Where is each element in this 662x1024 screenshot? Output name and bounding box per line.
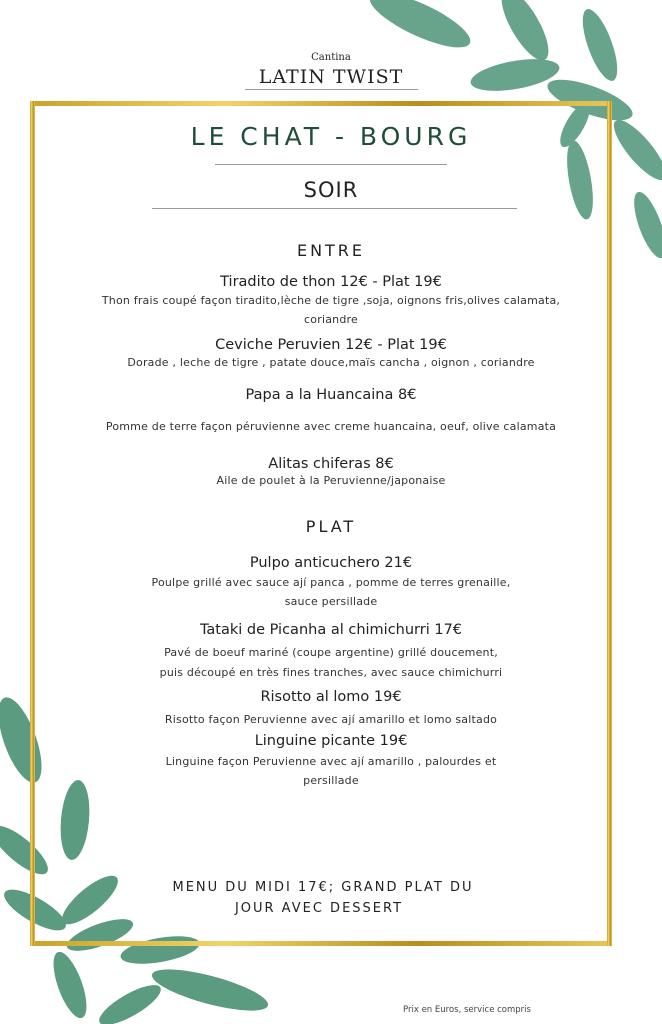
menu-item-desc: Pomme de terre façon péruvienne avec creme huancaina, oeuf, olive calamata bbox=[105, 420, 557, 433]
menu-item-desc: Poulpe grillé avec sauce ají panca , pomme de terres grenaille, bbox=[151, 576, 511, 589]
menu-item-name: Ceviche Peruvien 12€ - Plat 19€ bbox=[215, 337, 447, 353]
menu-item-desc: Risotto façon Peruvienne avec ají amarillo et lomo saltado bbox=[164, 713, 498, 726]
divider bbox=[245, 89, 418, 90]
menu-item-name: Risotto al lomo 19€ bbox=[260, 689, 402, 705]
menu-item-desc: Thon frais coupé façon tiradito,lèche de tigre ,soja, oignons fris,olives calamata, bbox=[101, 294, 561, 307]
divider bbox=[215, 164, 447, 165]
section-title: PLAT bbox=[305, 517, 357, 536]
section-title: ENTRE bbox=[296, 241, 366, 260]
menu-item-name: Tiradito de thon 12€ - Plat 19€ bbox=[220, 274, 442, 290]
menu-item-desc: persillade bbox=[303, 774, 359, 787]
menu-item-desc: Pavé de boeuf mariné (coupe argentine) grillé doucement, bbox=[164, 646, 498, 659]
menu-item-name: Linguine picante 19€ bbox=[254, 733, 408, 749]
page-subtitle: SOIR bbox=[303, 178, 359, 202]
divider bbox=[152, 208, 517, 209]
lunch-menu-note: MENU DU MIDI 17€; GRAND PLAT DU bbox=[172, 880, 474, 895]
menu-item-name: Alitas chiferas 8€ bbox=[268, 456, 394, 472]
page-title: LE CHAT - BOURG bbox=[190, 122, 472, 151]
brand-small: Cantina bbox=[311, 52, 351, 63]
lunch-menu-note: JOUR AVEC DESSERT bbox=[234, 901, 404, 916]
menu-item-desc: Aile de poulet à la Peruvienne/japonaise bbox=[216, 474, 446, 487]
menu-item-desc: puis découpé en très fines tranches, avec sauce chimichurri bbox=[159, 666, 503, 679]
price-note: Prix en Euros, service compris bbox=[403, 1005, 531, 1015]
menu-item-name: Pulpo anticuchero 21€ bbox=[249, 555, 413, 571]
menu-item-desc: coriandre bbox=[304, 313, 358, 326]
menu-item-name: Papa a la Huancaina 8€ bbox=[245, 387, 417, 403]
menu-item-desc: Linguine façon Peruvienne avec ají amarillo , palourdes et bbox=[165, 755, 497, 768]
menu-item-name: Tataki de Picanha al chimichurri 17€ bbox=[199, 622, 463, 638]
menu-item-desc: Dorade , leche de tigre , patate douce,maïs cancha , oignon , coriandre bbox=[127, 356, 535, 369]
brand-name: LATIN TWIST bbox=[258, 66, 404, 88]
menu-item-desc: sauce persillade bbox=[284, 595, 378, 608]
